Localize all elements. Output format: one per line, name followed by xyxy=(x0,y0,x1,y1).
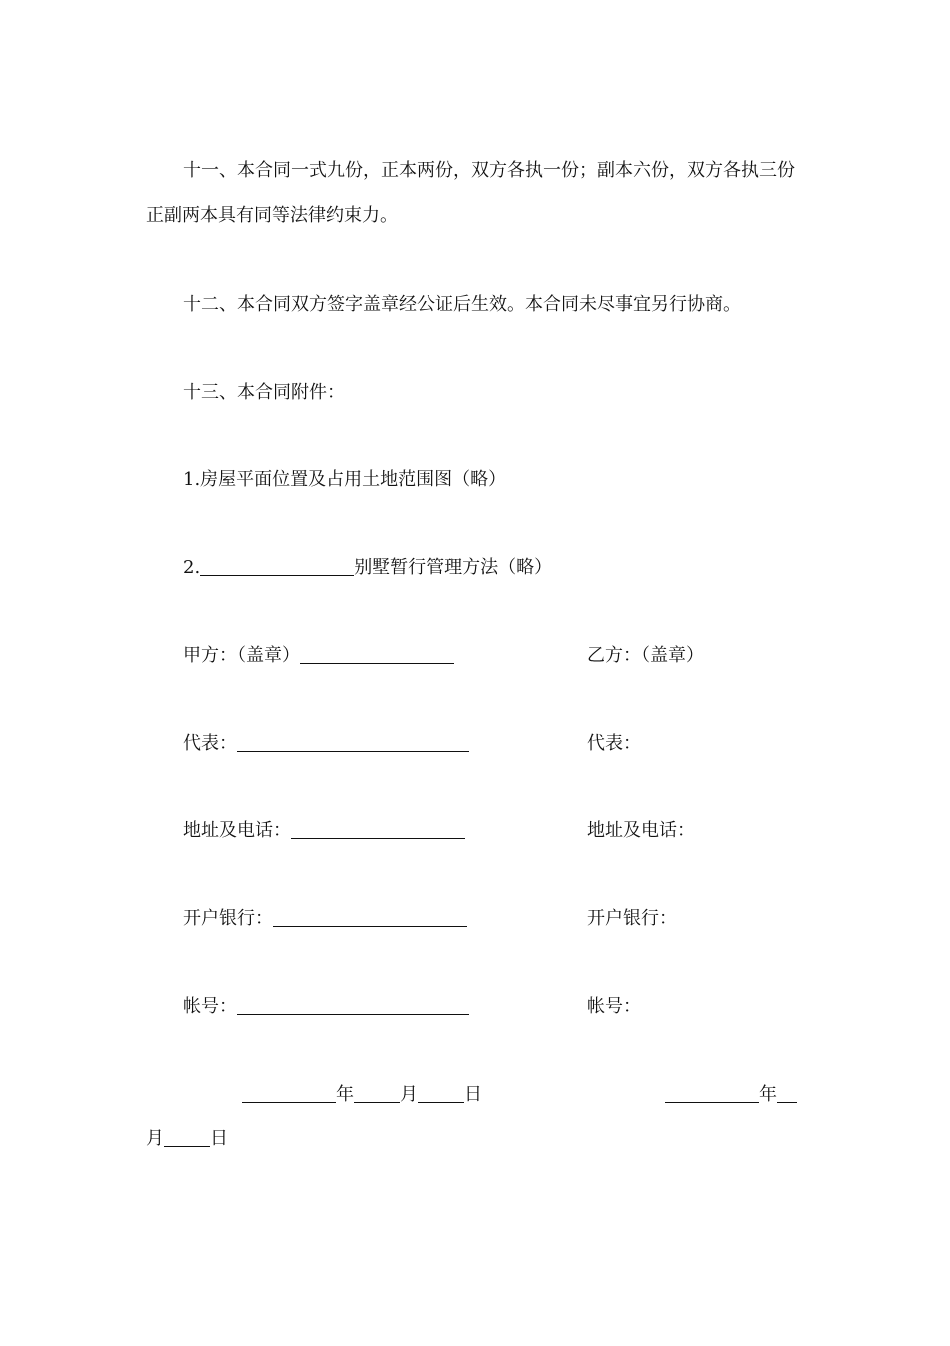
party-a-bank-label: 开户银行： xyxy=(183,908,273,929)
party-b-day-blank[interactable] xyxy=(164,1128,210,1147)
party-a-bank-row xyxy=(183,908,467,930)
party-b-year-blank[interactable] xyxy=(665,1084,759,1103)
party-b-seal-label: 乙方：（盖章） xyxy=(587,645,704,666)
party-a-addr-label: 地址及电话： xyxy=(183,820,291,841)
clause-11-line-1: 十一、本合同一式九份，正本两份，双方各执一份；副本六份，双方各执三份 xyxy=(183,160,795,181)
party-a-bank-blank[interactable] xyxy=(273,908,467,927)
party-a-month-label: 月 xyxy=(400,1084,418,1105)
party-a-addr-blank[interactable] xyxy=(291,820,465,839)
party-b-bank-label: 开户银行： xyxy=(587,908,677,929)
clause-12: 十二、本合同双方签字盖章经公证后生效。本合同未尽事宜另行协商。 xyxy=(183,294,741,315)
party-a-year-label: 年 xyxy=(336,1084,354,1105)
party-a-rep-label: 代表： xyxy=(183,733,237,754)
party-a-day-blank[interactable] xyxy=(418,1084,464,1103)
party-b-month-label: 月 xyxy=(146,1128,164,1149)
party-a-account-label: 帐号： xyxy=(183,996,237,1017)
attachment-2 xyxy=(183,557,552,579)
party-a-seal-label: 甲方：（盖章） xyxy=(183,645,300,666)
party-a-year-blank[interactable] xyxy=(242,1084,336,1103)
party-b-month-blank[interactable] xyxy=(777,1084,797,1103)
party-a-seal-row xyxy=(183,645,454,667)
attachment-2-suffix: 别墅暂行管理方法（略） xyxy=(354,557,553,578)
clause-11-line-2: 正副两本具有同等法律约束力。 xyxy=(146,205,398,226)
party-a-account-row xyxy=(183,996,469,1018)
party-a-seal-blank[interactable] xyxy=(300,645,454,664)
attachment-1: 1.房屋平面位置及占用土地范围图（略） xyxy=(183,469,507,490)
party-b-day-label: 日 xyxy=(210,1128,228,1149)
party-a-rep-row xyxy=(183,733,469,755)
party-b-addr-label: 地址及电话： xyxy=(587,820,695,841)
party-b-year-label: 年 xyxy=(759,1084,777,1105)
attachment-2-prefix: 2. xyxy=(183,557,201,578)
party-a-rep-blank[interactable] xyxy=(237,733,469,752)
clause-13: 十三、本合同附件： xyxy=(183,382,345,403)
party-b-account-label: 帐号： xyxy=(587,996,641,1017)
party-a-month-blank[interactable] xyxy=(354,1084,400,1103)
party-a-account-blank[interactable] xyxy=(237,996,469,1015)
party-b-date-line-2 xyxy=(146,1128,228,1150)
attachment-2-blank[interactable] xyxy=(200,557,354,576)
party-a-date xyxy=(242,1084,482,1106)
party-a-day-label: 日 xyxy=(464,1084,482,1105)
party-b-rep-label: 代表： xyxy=(587,733,641,754)
party-b-date-line-1 xyxy=(665,1084,797,1106)
party-a-addr-row xyxy=(183,820,465,842)
